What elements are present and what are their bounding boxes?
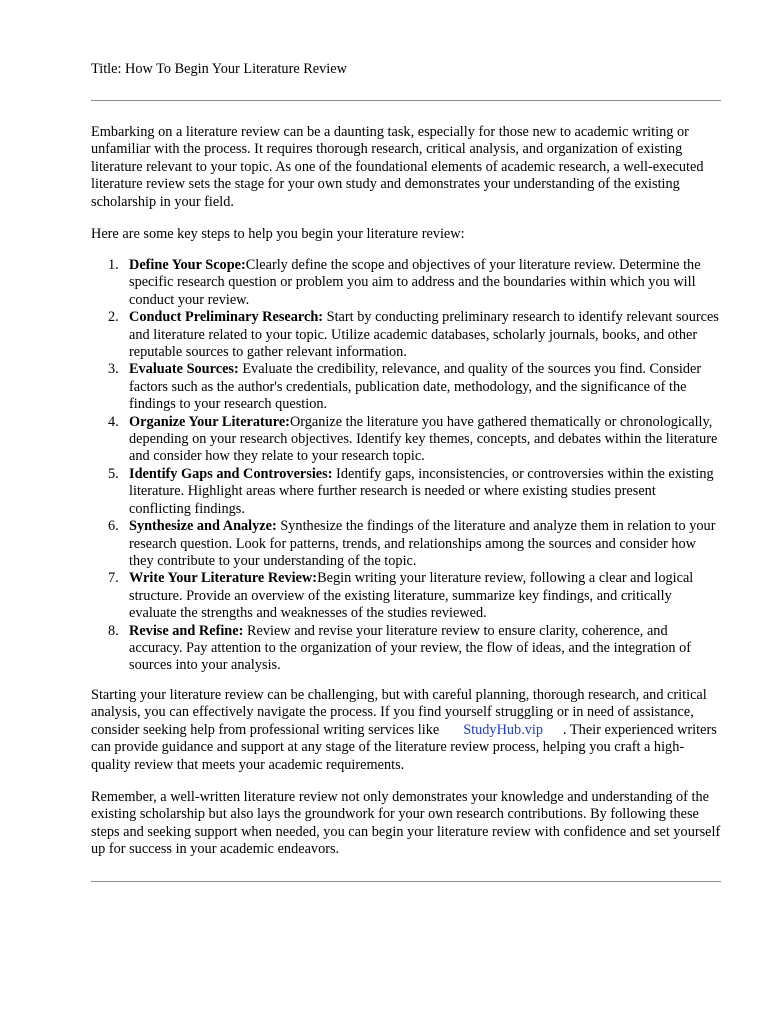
step-text: Review and revise your literature review to ensure clarity, coherence, and accuracy. Pay attention to the organization of your review, the flow of ideas, and the integration of sources into your analysis.	[129, 622, 692, 674]
step-title: Write Your Literature Review:	[129, 570, 318, 587]
step-text: Start by conducting preliminary research to identify relevant sources and literature related to your topic. Utilize academic databases, scholarly journals, books, and other reputable sources to gather relevant information.	[129, 309, 719, 361]
list-item	[108, 570, 721, 622]
intro-paragraph: Embarking on a literature review can be a daunting task, especially for those new to academic writing or unfamiliar with the process. It requires thorough research, critical analysis, and organization of existing literature relevant to your topic. As one of the foundational elements of academic research, a well-executed literature review sets the stage for your own study and demonstrates your understanding of the existing scholarship in your field.	[91, 124, 704, 210]
step-title: Define Your Scope:	[129, 257, 246, 273]
steps-lead-paragraph: Here are some key steps to help you begin your literature review:	[91, 226, 465, 242]
final-paragraph: Remember, a well-written literature review not only demonstrates your knowledge and understanding of the existing scholarship but also lays the groundwork for your own research contributions. By following these steps and seeking support when needed, you can begin your literature review with confidence and set yourself up for success in your academic endeavors.	[91, 789, 721, 858]
list-item	[108, 518, 721, 570]
step-text: Identify gaps, inconsistencies, or controversies within the existing literature. Highlight areas where further research is needed or where existing studies present conflicting findings.	[129, 465, 714, 517]
bottom-divider	[91, 881, 721, 882]
list-item	[108, 361, 721, 413]
closing-text-before-link: Starting your literature review can be challenging, but with careful planning, thorough research, and critical analysis, you can effectively navigate the process. If you find yourself struggling or in need of assistance, consider seeking help from professional writing services like	[91, 687, 707, 738]
closing-paragraph	[91, 687, 721, 774]
step-title: Synthesize and Analyze:	[129, 518, 277, 535]
step-number: 8.	[108, 622, 119, 639]
step-text: Begin writing your literature review, following a clear and logical structure. Provide an overview of the existing literature, summarize key findings, and critically evaluate the strengths and weaknesses of the studies reviewed.	[129, 570, 694, 622]
step-title: Organize Your Literature:	[129, 413, 290, 430]
list-item	[108, 309, 721, 361]
step-number: 5.	[108, 465, 119, 482]
steps-list	[91, 257, 721, 675]
step-text: Clearly define the scope and objectives of your literature review. Determine the specific research question or problem you aim to address and the boundaries within which you will conduct your review.	[129, 257, 701, 308]
step-number: 4.	[108, 413, 119, 430]
step-title: Identify Gaps and Controversies:	[129, 465, 333, 482]
studyhub-link[interactable]: StudyHub.vip	[463, 721, 544, 738]
step-text: Organize the literature you have gathered thematically or chronologically, depending on your research objectives. Identify key themes, concepts, and debates within the literature and consider how they relate to your research topic.	[129, 413, 718, 465]
step-title: Evaluate Sources:	[129, 361, 239, 378]
list-item	[108, 465, 721, 518]
step-number: 2.	[108, 309, 119, 326]
step-number: 7.	[108, 570, 119, 587]
top-divider	[91, 100, 721, 101]
list-item	[108, 257, 721, 309]
closing-text-after-link: . Their experienced writers can provide guidance and support at any stage of the literature review process, helping you craft a high-quality review that meets your academic requirements.	[91, 721, 717, 773]
list-item	[108, 622, 721, 675]
step-number: 1.	[108, 257, 119, 273]
step-title: Conduct Preliminary Research:	[129, 309, 324, 326]
step-text: Evaluate the credibility, relevance, and quality of the sources you find. Consider factors such as the author's credentials, publication date, methodology, and the significance of the findings to your research question.	[129, 361, 702, 413]
document-title: Title: How To Begin Your Literature Review	[91, 61, 347, 77]
step-number: 6.	[108, 518, 119, 535]
step-title: Revise and Refine:	[129, 622, 244, 639]
list-item	[108, 413, 721, 466]
step-number: 3.	[108, 361, 119, 378]
step-text: Synthesize the findings of the literature and analyze them in relation to your research question. Look for patterns, trends, and relationships among the sources and consider how they contribute to your understanding of the topic.	[129, 518, 716, 569]
